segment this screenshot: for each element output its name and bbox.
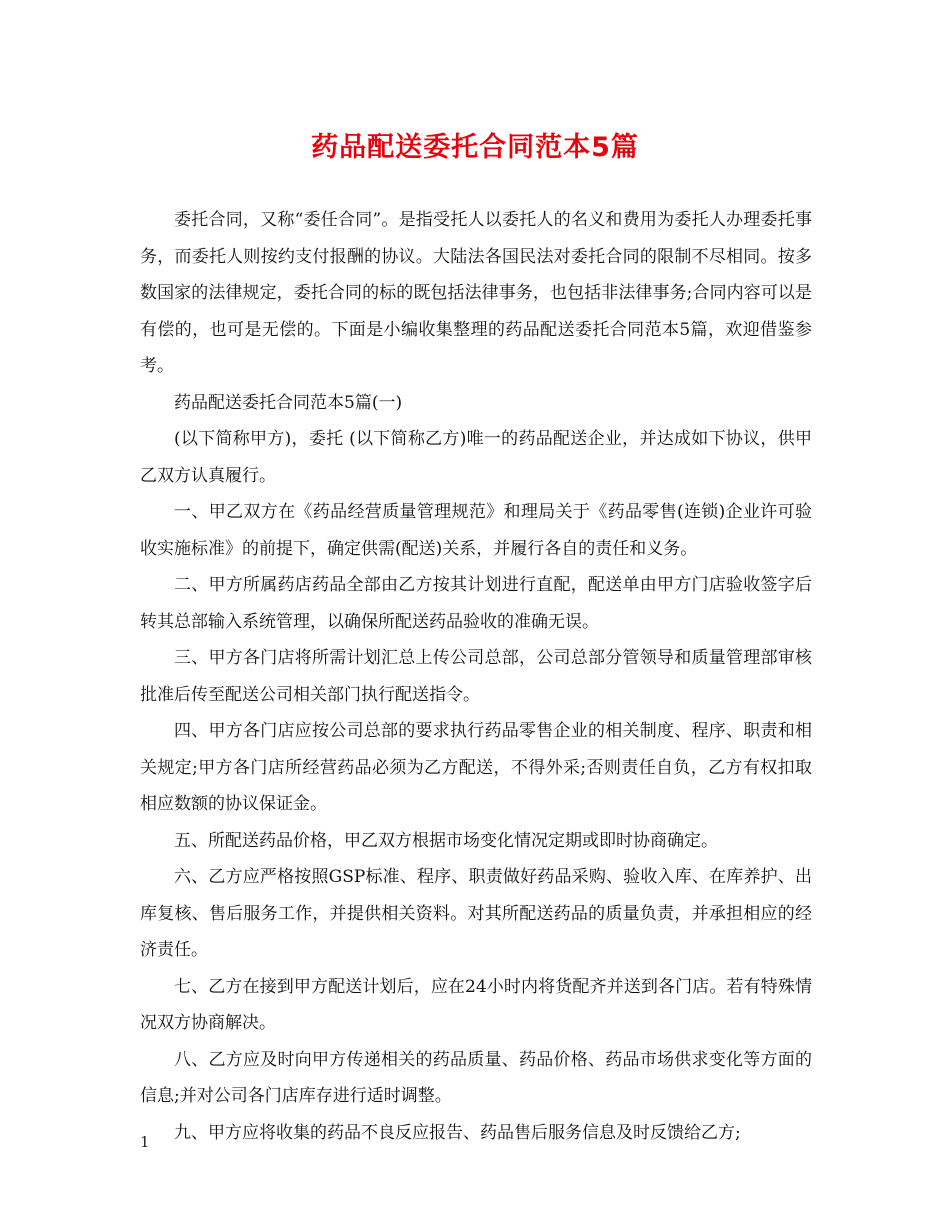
intro-paragraph: 委托合同，又称“委任合同”。是指受托人以委托人的名义和费用为委托人办理委托事务，而委托人则按约支付报酬的协议。大陆法各国民法对委托合同的限制不尽相同。按多数国家的法律规定，委托合同的标的既包括法律事务，也包括非法律事务;合同内容可以是有偿的，也可是无偿的。下面是小编收集整理的药品配送委托合同范本5篇，欢迎借鉴参考。 (140, 210, 812, 376)
page-number: 1 (140, 1133, 150, 1151)
clause-9: 九、甲方应将收集的药品不良反应报告、药品售后服务信息及时反馈给乙方; (174, 1122, 741, 1143)
document-title: 药品配送委托合同范本5篇 (311, 132, 639, 163)
clause-1: 一、甲乙双方在《药品经营质量管理规范》和理局关于《药品零售(连锁)企业许可验收实施标准》的前提下，确定供需(配送)关系，并履行各自的责任和义务。 (140, 502, 812, 559)
clause-7: 七、乙方在接到甲方配送计划后，应在24小时内将货配齐并送到各门店。若有特殊情况双方协商解决。 (140, 976, 812, 1033)
clause-6: 六、乙方应严格按照GSP标准、程序、职责做好药品采购、验收入库、在库养护、出库复核、售后服务工作，并提供相关资料。对其所配送药品的质量负责，并承担相应的经济责任。 (140, 867, 812, 960)
document-body (140, 202, 812, 1151)
section-heading: 药品配送委托合同范本5篇(一) (174, 392, 403, 413)
parties-paragraph: (以下简称甲方)，委托 (以下简称乙方)唯一的药品配送企业，并达成如下协议，供甲乙双方认真履行。 (140, 429, 812, 486)
clause-2: 二、甲方所属药店药品全部由乙方按其计划进行直配，配送单由甲方门店验收签字后转其总部输入系统管理，以确保所配送药品验收的准确无误。 (140, 575, 812, 632)
clause-3: 三、甲方各门店将所需计划汇总上传公司总部，公司总部分管领导和质量管理部审核批准后传至配送公司相关部门执行配送指令。 (140, 648, 812, 705)
clause-5: 五、所配送药品价格，甲乙双方根据市场变化情况定期或即时协商确定。 (174, 830, 718, 851)
clause-8: 八、乙方应及时向甲方传递相关的药品质量、药品价格、药品市场供求变化等方面的信息;并对公司各门店库存进行适时调整。 (140, 1049, 812, 1106)
clause-4: 四、甲方各门店应按公司总部的要求执行药品零售企业的相关制度、程序、职责和相关规定;甲方各门店所经营药品必须为乙方配送，不得外采;否则责任自负，乙方有权扣取相应数额的协议保证金。 (140, 721, 812, 814)
